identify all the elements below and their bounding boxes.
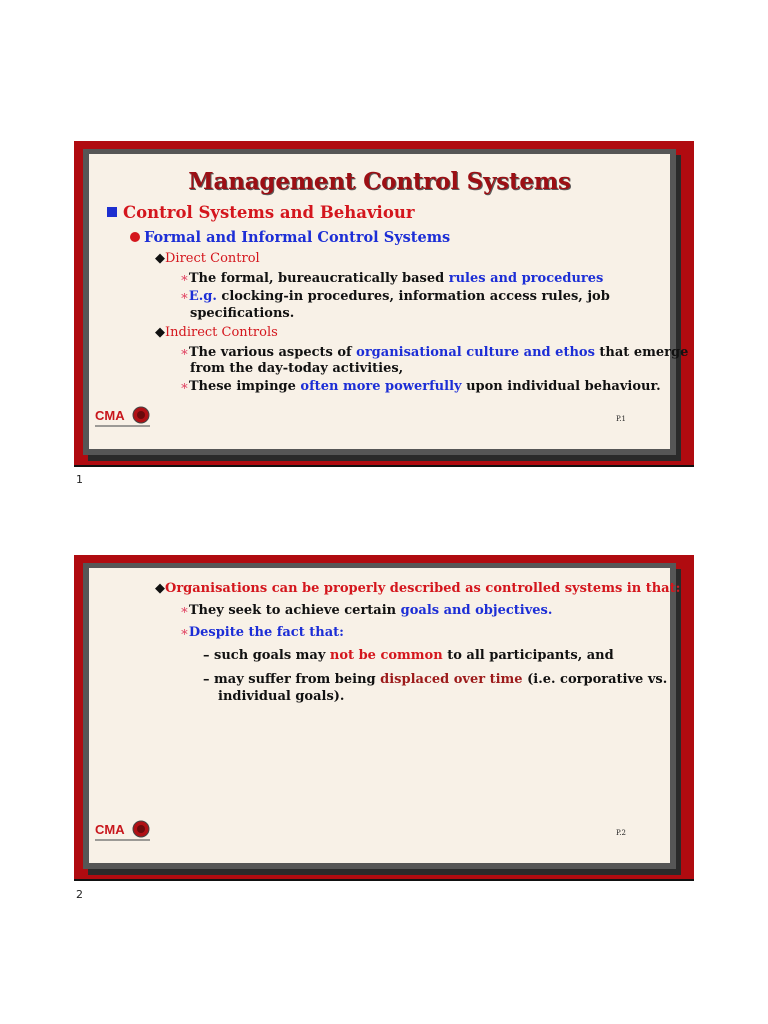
page-number: P.1 [616,415,626,423]
bullet-goals [180,602,552,619]
bullet-text: (i.e. corporative vs. [522,672,668,687]
diamond-bullet-icon: ◆ [155,251,165,266]
page-number: P.2 [616,829,626,837]
diamond-bullet-icon: ◆ [155,325,165,340]
cma-logo [94,816,154,846]
bullet-level1 [107,204,415,221]
bullet-text: Direct Control [165,251,260,266]
slide-frame [83,149,689,455]
bullet-text: upon individual behaviour. [461,379,661,394]
dash-bullet-icon: – [203,648,215,663]
asterisk-bullet-icon: ∗ [180,603,189,618]
bullet-continuation: specifications. [190,306,295,321]
bullet-direct-control [155,250,260,267]
slide-content [89,568,681,863]
slide-title: Management Control Systems [188,168,571,195]
bullet-indirect-controls [155,324,278,341]
diamond-bullet-icon: ◆ [155,581,165,596]
bullet-continuation: individual goals). [218,689,345,704]
page-footer-number: 2 [76,888,83,901]
slide-frame [83,563,681,869]
bullet-continuation: from the day-today activities, [190,361,404,376]
highlight-text: not be common [329,648,443,663]
highlight-text: Despite the fact that: [188,625,344,640]
bullet-text: to all participants, and [442,648,614,663]
highlight-text: E.g. [188,289,217,304]
dash-item-common [203,647,614,664]
bullet-text: such goals may [214,648,330,663]
bullet-text: The various aspects of [188,345,357,360]
square-bullet-icon [107,207,117,217]
dash-bullet-icon: – [203,672,215,687]
bullet-rules [180,270,603,287]
bullet-organisations [155,580,680,597]
bullet-text: Control Systems and Behaviour [123,203,415,222]
logo-text: CMA [95,822,125,837]
highlight-text: displaced over time [380,672,523,687]
slide-2 [74,555,694,881]
asterisk-bullet-icon: ∗ [180,345,189,360]
bullet-example [180,288,610,305]
bullet-text: Indirect Controls [165,325,278,340]
slide-content [89,154,689,449]
round-bullet-icon [130,232,140,242]
bullet-despite [180,624,344,641]
bullet-text: They seek to achieve certain [188,603,401,618]
page-footer-number: 1 [76,473,83,486]
bullet-text: Formal and Informal Control Systems [144,229,451,246]
highlight-text: rules and procedures [448,271,604,286]
bullet-text: Organisations can be properly described as controlled systems in that: [165,581,681,596]
highlight-text: often more powerfully [300,379,462,394]
bullet-text: clocking-in procedures, information access rules, job [216,289,610,304]
slide-1 [74,141,694,467]
asterisk-bullet-icon: ∗ [180,271,189,286]
bullet-impinge [180,378,661,395]
highlight-text: organisational culture and ethos [356,345,595,360]
bullet-culture [180,344,688,361]
logo-text: CMA [95,408,125,423]
bullet-text: that emerge [594,345,689,360]
cma-logo [94,402,154,432]
asterisk-bullet-icon: ∗ [180,625,189,640]
dash-item-displaced [203,671,667,688]
bullet-text: The formal, bureaucratically based [188,271,449,286]
asterisk-bullet-icon: ∗ [180,289,189,304]
bullet-text: These impinge [188,379,301,394]
highlight-text: goals and objectives. [400,603,553,618]
bullet-level2 [130,229,450,246]
bullet-text: may suffer from being [214,672,381,687]
asterisk-bullet-icon: ∗ [180,379,189,394]
